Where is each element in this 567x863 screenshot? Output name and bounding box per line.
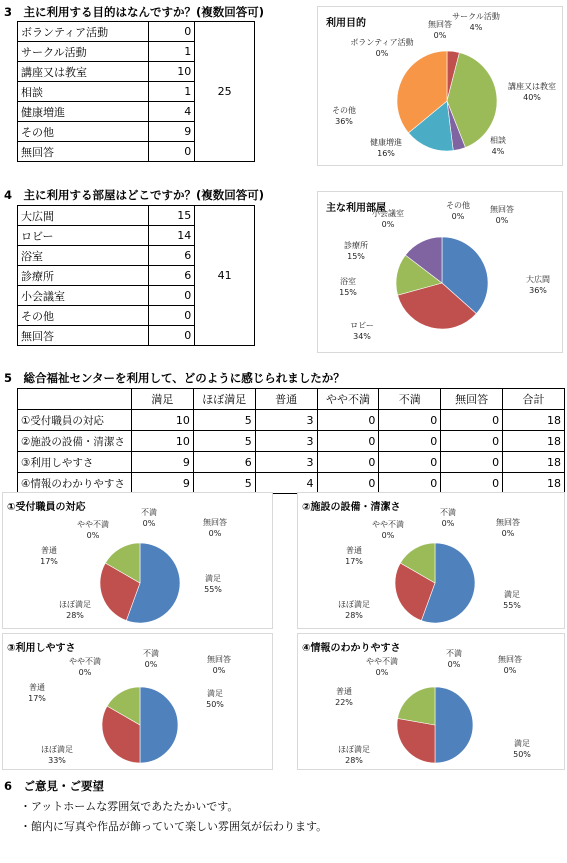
- pie-slice: [398, 687, 435, 725]
- cell-value: 0: [379, 431, 441, 452]
- row-value: 9: [149, 122, 195, 142]
- column-header: やや不満: [317, 389, 379, 410]
- header-blank: [18, 389, 132, 410]
- slice-label: 普通 17%: [345, 546, 363, 566]
- slice-label: 大広間 36%: [526, 275, 550, 295]
- cell-value: 5: [193, 410, 255, 431]
- cell-value: 0: [441, 452, 503, 473]
- slice-label: ほぼ満足 28%: [338, 600, 370, 620]
- pie-slice: [397, 718, 435, 763]
- slice-label: 普通 22%: [335, 687, 353, 707]
- table-row: [18, 452, 565, 473]
- row-label: その他: [18, 306, 149, 326]
- slice-label: 不満 0%: [143, 649, 159, 669]
- slice-label: 診療所 15%: [344, 241, 368, 261]
- q5-table: [17, 388, 565, 494]
- slice-label: 普通 17%: [28, 683, 46, 703]
- cell-value: 5: [193, 473, 255, 494]
- row-label: 無回答: [18, 142, 149, 162]
- slice-label: 満足 50%: [513, 739, 531, 759]
- cell-value: 0: [441, 410, 503, 431]
- slice-label: 相談 4%: [490, 136, 506, 156]
- slice-label: 不満 0%: [446, 649, 462, 669]
- slice-label: その他 0%: [446, 201, 470, 221]
- q3-table: [17, 21, 255, 162]
- cell-value: 6: [193, 452, 255, 473]
- comment-item: ・館内に写真や作品が飾っていて楽しい雰囲気が伝わります。: [20, 820, 328, 833]
- cell-value: 5: [193, 431, 255, 452]
- q6-heading: 6 ご意見・ご要望: [4, 779, 105, 793]
- slice-label: ロビー 34%: [350, 321, 374, 341]
- chart-title: ③利用しやすさ: [7, 643, 76, 654]
- slice-label: ボランティア活動 0%: [350, 38, 414, 58]
- slice-label: 満足 50%: [206, 689, 224, 709]
- slice-label: 不満 0%: [440, 508, 456, 528]
- cell-value: 4: [255, 473, 317, 494]
- slice-label: 無回答 0%: [496, 518, 520, 538]
- room-pie-chart: [317, 191, 563, 353]
- table-row: [18, 473, 565, 494]
- slice-label: 無回答 0%: [203, 518, 227, 538]
- information-pie-svg: [298, 634, 566, 771]
- ease-of-use-pie-chart: [2, 633, 273, 770]
- cell-value: 0: [441, 473, 503, 494]
- cell-value: 0: [379, 410, 441, 431]
- row-value: 6: [149, 266, 195, 286]
- slice-label: 満足 55%: [204, 574, 222, 594]
- cell-value: 9: [131, 473, 193, 494]
- chart-title: 主な利用部屋: [326, 203, 386, 214]
- slice-label: 普通 17%: [40, 546, 58, 566]
- row-label: 浴室: [18, 246, 149, 266]
- slice-label: 無回答 0%: [207, 655, 231, 675]
- pie-slice: [435, 687, 473, 763]
- cell-value: 0: [379, 452, 441, 473]
- facility-pie-svg: [298, 493, 566, 630]
- q4-heading: 4 主に利用する部屋はどこですか？(複数回答可): [4, 188, 265, 202]
- reception-pie-chart: [2, 492, 273, 629]
- cell-value: 10: [131, 410, 193, 431]
- slice-label: 無回答 0%: [498, 655, 522, 675]
- cell-value: 0: [317, 431, 379, 452]
- cell-value: 18: [503, 431, 565, 452]
- purpose-pie-svg: [318, 7, 564, 167]
- row-value: 10: [149, 62, 195, 82]
- slice-label: 健康増進 16%: [370, 138, 402, 158]
- row-label: 診療所: [18, 266, 149, 286]
- cell-value: 0: [317, 410, 379, 431]
- row-value: 0: [149, 306, 195, 326]
- column-header: ほぼ満足: [193, 389, 255, 410]
- row-label: ①受付職員の対応: [18, 410, 132, 431]
- cell-value: 0: [441, 431, 503, 452]
- row-value: 1: [149, 82, 195, 102]
- row-value: 1: [149, 42, 195, 62]
- column-header: 合計: [503, 389, 565, 410]
- information-pie-chart: [297, 633, 565, 770]
- row-value: 0: [149, 22, 195, 42]
- chart-title: ④情報のわかりやすさ: [302, 643, 401, 654]
- row-label: ④情報のわかりやすさ: [18, 473, 132, 494]
- slice-label: その他 36%: [332, 106, 356, 126]
- slice-label: サークル活動 4%: [452, 12, 500, 32]
- slice-label: 無回答 0%: [490, 205, 514, 225]
- row-value: 0: [149, 326, 195, 346]
- facility-pie-chart: [297, 492, 565, 629]
- slice-label: 小会議室 0%: [372, 209, 404, 229]
- slice-label: やや不満 0%: [77, 520, 109, 540]
- q3-heading: 3 主に利用する目的はなんですか？(複数回答可): [4, 5, 265, 19]
- pie-slice: [140, 687, 178, 763]
- slice-label: やや不満 0%: [366, 657, 398, 677]
- row-label: 相談: [18, 82, 149, 102]
- slice-label: 講座又は教室 40%: [508, 82, 556, 102]
- slice-label: 無回答 0%: [428, 20, 452, 40]
- cell-value: 0: [317, 473, 379, 494]
- column-header: 普通: [255, 389, 317, 410]
- cell-value: 0: [317, 452, 379, 473]
- cell-value: 0: [379, 473, 441, 494]
- slice-label: ほぼ満足 33%: [41, 745, 73, 765]
- row-label: 大広間: [18, 206, 149, 226]
- column-header: 不満: [379, 389, 441, 410]
- q4-table: [17, 205, 255, 346]
- slice-label: ほぼ満足 28%: [59, 600, 91, 620]
- total-cell: 25: [195, 22, 255, 162]
- cell-value: 10: [131, 431, 193, 452]
- chart-title: ②施設の設備・清潔さ: [302, 502, 401, 513]
- row-label: 講座又は教室: [18, 62, 149, 82]
- row-value: 6: [149, 246, 195, 266]
- row-label: ②施設の設備・清潔さ: [18, 431, 132, 452]
- row-label: 小会議室: [18, 286, 149, 306]
- row-label: ③利用しやすさ: [18, 452, 132, 473]
- reception-pie-svg: [3, 493, 274, 630]
- cell-value: 9: [131, 452, 193, 473]
- table-row: [18, 431, 565, 452]
- cell-value: 3: [255, 452, 317, 473]
- slice-label: 不満 0%: [141, 508, 157, 528]
- column-header: 無回答: [441, 389, 503, 410]
- row-label: サークル活動: [18, 42, 149, 62]
- row-value: 14: [149, 226, 195, 246]
- row-label: その他: [18, 122, 149, 142]
- cell-value: 3: [255, 431, 317, 452]
- row-label: ロビー: [18, 226, 149, 246]
- ease-of-use-pie-svg: [3, 634, 274, 771]
- cell-value: 3: [255, 410, 317, 431]
- purpose-pie-chart: [317, 6, 563, 166]
- row-value: 15: [149, 206, 195, 226]
- total-cell: 41: [195, 206, 255, 346]
- chart-title: 利用目的: [326, 18, 366, 29]
- cell-value: 18: [503, 473, 565, 494]
- column-header: 満足: [131, 389, 193, 410]
- table-row: [18, 22, 255, 42]
- table-row: [18, 206, 255, 226]
- slice-label: ほぼ満足 28%: [338, 745, 370, 765]
- cell-value: 18: [503, 452, 565, 473]
- comment-item: ・アットホームな雰囲気であたたかいです。: [20, 800, 239, 813]
- row-value: 4: [149, 102, 195, 122]
- slice-label: やや不満 0%: [69, 657, 101, 677]
- row-value: 0: [149, 286, 195, 306]
- chart-title: ①受付職員の対応: [7, 502, 86, 513]
- cell-value: 18: [503, 410, 565, 431]
- room-pie-svg: [318, 192, 564, 354]
- slice-label: 浴室 15%: [339, 277, 357, 297]
- comment-list: [20, 797, 327, 837]
- row-label: ボランティア活動: [18, 22, 149, 42]
- row-label: 無回答: [18, 326, 149, 346]
- slice-label: 満足 55%: [503, 590, 521, 610]
- row-value: 0: [149, 142, 195, 162]
- q5-heading: 5 総合福祉センターを利用して、どのように感じられましたか？: [4, 371, 345, 385]
- row-label: 健康増進: [18, 102, 149, 122]
- slice-label: やや不満 0%: [372, 520, 404, 540]
- table-row: [18, 410, 565, 431]
